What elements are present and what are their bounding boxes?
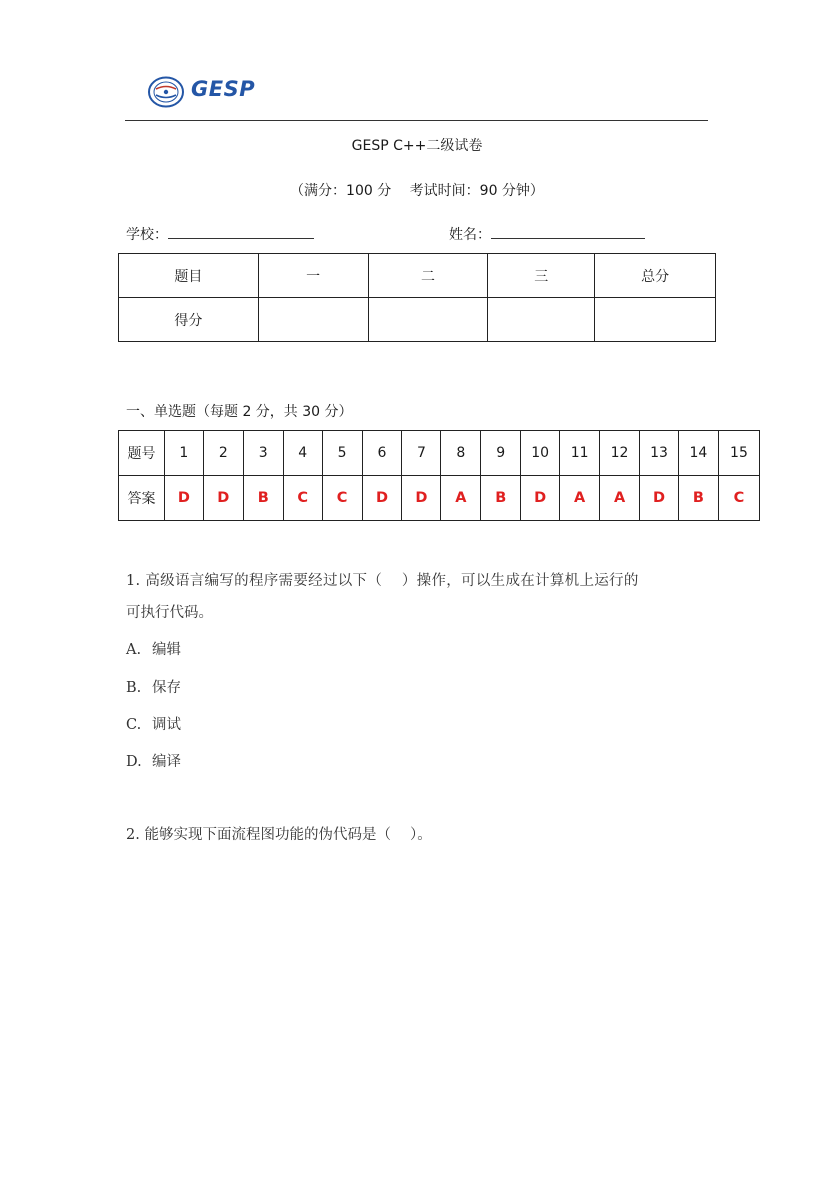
score-cell[interactable] bbox=[595, 298, 716, 342]
option-letter: C. bbox=[126, 717, 142, 733]
option-text: 编译 bbox=[152, 754, 181, 770]
question-1-text: 1. 高级语言编写的程序需要经过以下（ ）操作，可以生成在计算机上运行的 bbox=[126, 573, 639, 589]
score-cell[interactable] bbox=[258, 298, 368, 342]
answer-cell: C bbox=[283, 476, 322, 521]
answer-cell: B bbox=[678, 476, 718, 521]
question-number-cell: 10 bbox=[521, 431, 560, 476]
number-label: 题号 bbox=[119, 431, 165, 476]
answer-cell: A bbox=[600, 476, 640, 521]
option-letter: B. bbox=[126, 680, 142, 696]
option-text: 编辑 bbox=[152, 642, 181, 658]
exam-info: （满分：100 分 考试时间：90 分钟） bbox=[290, 183, 544, 199]
option-letter: D. bbox=[126, 754, 142, 770]
section-title: 一、单选题（每题 2 分，共 30 分） bbox=[126, 404, 353, 420]
question-number-cell: 4 bbox=[283, 431, 322, 476]
ccf-seal-icon bbox=[147, 76, 185, 108]
answer-cell: D bbox=[521, 476, 560, 521]
header-divider bbox=[125, 120, 708, 121]
question-number-cell: 11 bbox=[560, 431, 600, 476]
question-number-cell: 15 bbox=[718, 431, 759, 476]
gesp-logo bbox=[147, 76, 267, 108]
answer-cell: A bbox=[441, 476, 481, 521]
score-header-cell: 一 bbox=[258, 254, 368, 298]
question-1-option-a[interactable] bbox=[126, 638, 181, 659]
score-cell[interactable] bbox=[368, 298, 488, 342]
answer-cell: B bbox=[243, 476, 283, 521]
question-1-option-d[interactable] bbox=[126, 750, 181, 771]
question-2-text: 2. 能够实现下面流程图功能的伪代码是（ ）。 bbox=[126, 827, 432, 843]
answer-cell: C bbox=[322, 476, 362, 521]
question-number-cell: 6 bbox=[362, 431, 402, 476]
score-header-cell: 题目 bbox=[119, 254, 259, 298]
exam-title: GESP C++二级试卷 bbox=[351, 138, 483, 154]
logo-text: GESP bbox=[191, 77, 256, 101]
option-text: 保存 bbox=[152, 680, 181, 696]
option-text: 调试 bbox=[152, 717, 181, 733]
answer-cell: D bbox=[203, 476, 243, 521]
name-blank-line[interactable] bbox=[491, 224, 645, 239]
score-header-cell: 总分 bbox=[595, 254, 716, 298]
school-label: 学校： bbox=[126, 227, 168, 243]
answer-cell: D bbox=[402, 476, 441, 521]
question-1-option-c[interactable] bbox=[126, 713, 181, 734]
answer-cell: D bbox=[362, 476, 402, 521]
question-number-cell: 7 bbox=[402, 431, 441, 476]
question-number-cell: 12 bbox=[600, 431, 640, 476]
score-header-cell: 二 bbox=[368, 254, 488, 298]
school-field[interactable] bbox=[126, 224, 314, 244]
answer-label: 答案 bbox=[119, 476, 165, 521]
answer-row bbox=[119, 476, 760, 521]
answer-cell: D bbox=[640, 476, 679, 521]
score-row-label: 得分 bbox=[119, 298, 259, 342]
question-number-cell: 2 bbox=[203, 431, 243, 476]
question-1-text-continued: 可执行代码。 bbox=[126, 605, 213, 621]
score-cell[interactable] bbox=[488, 298, 595, 342]
score-table bbox=[118, 253, 716, 342]
answer-cell: C bbox=[718, 476, 759, 521]
name-field[interactable] bbox=[449, 224, 645, 244]
name-label: 姓名： bbox=[449, 227, 491, 243]
question-number-cell: 9 bbox=[481, 431, 521, 476]
score-row bbox=[119, 298, 716, 342]
question-number-cell: 14 bbox=[678, 431, 718, 476]
option-letter: A. bbox=[126, 642, 142, 658]
school-blank-line[interactable] bbox=[168, 224, 314, 239]
score-header-cell: 三 bbox=[488, 254, 595, 298]
score-header-row bbox=[119, 254, 716, 298]
question-number-cell: 13 bbox=[640, 431, 679, 476]
answer-cell: A bbox=[560, 476, 600, 521]
question-number-cell: 1 bbox=[164, 431, 203, 476]
question-number-cell: 3 bbox=[243, 431, 283, 476]
question-number-row bbox=[119, 431, 760, 476]
answer-cell: D bbox=[164, 476, 203, 521]
answer-cell: B bbox=[481, 476, 521, 521]
question-number-cell: 5 bbox=[322, 431, 362, 476]
answer-table bbox=[118, 430, 760, 521]
question-number-cell: 8 bbox=[441, 431, 481, 476]
question-1-option-b[interactable] bbox=[126, 676, 181, 697]
